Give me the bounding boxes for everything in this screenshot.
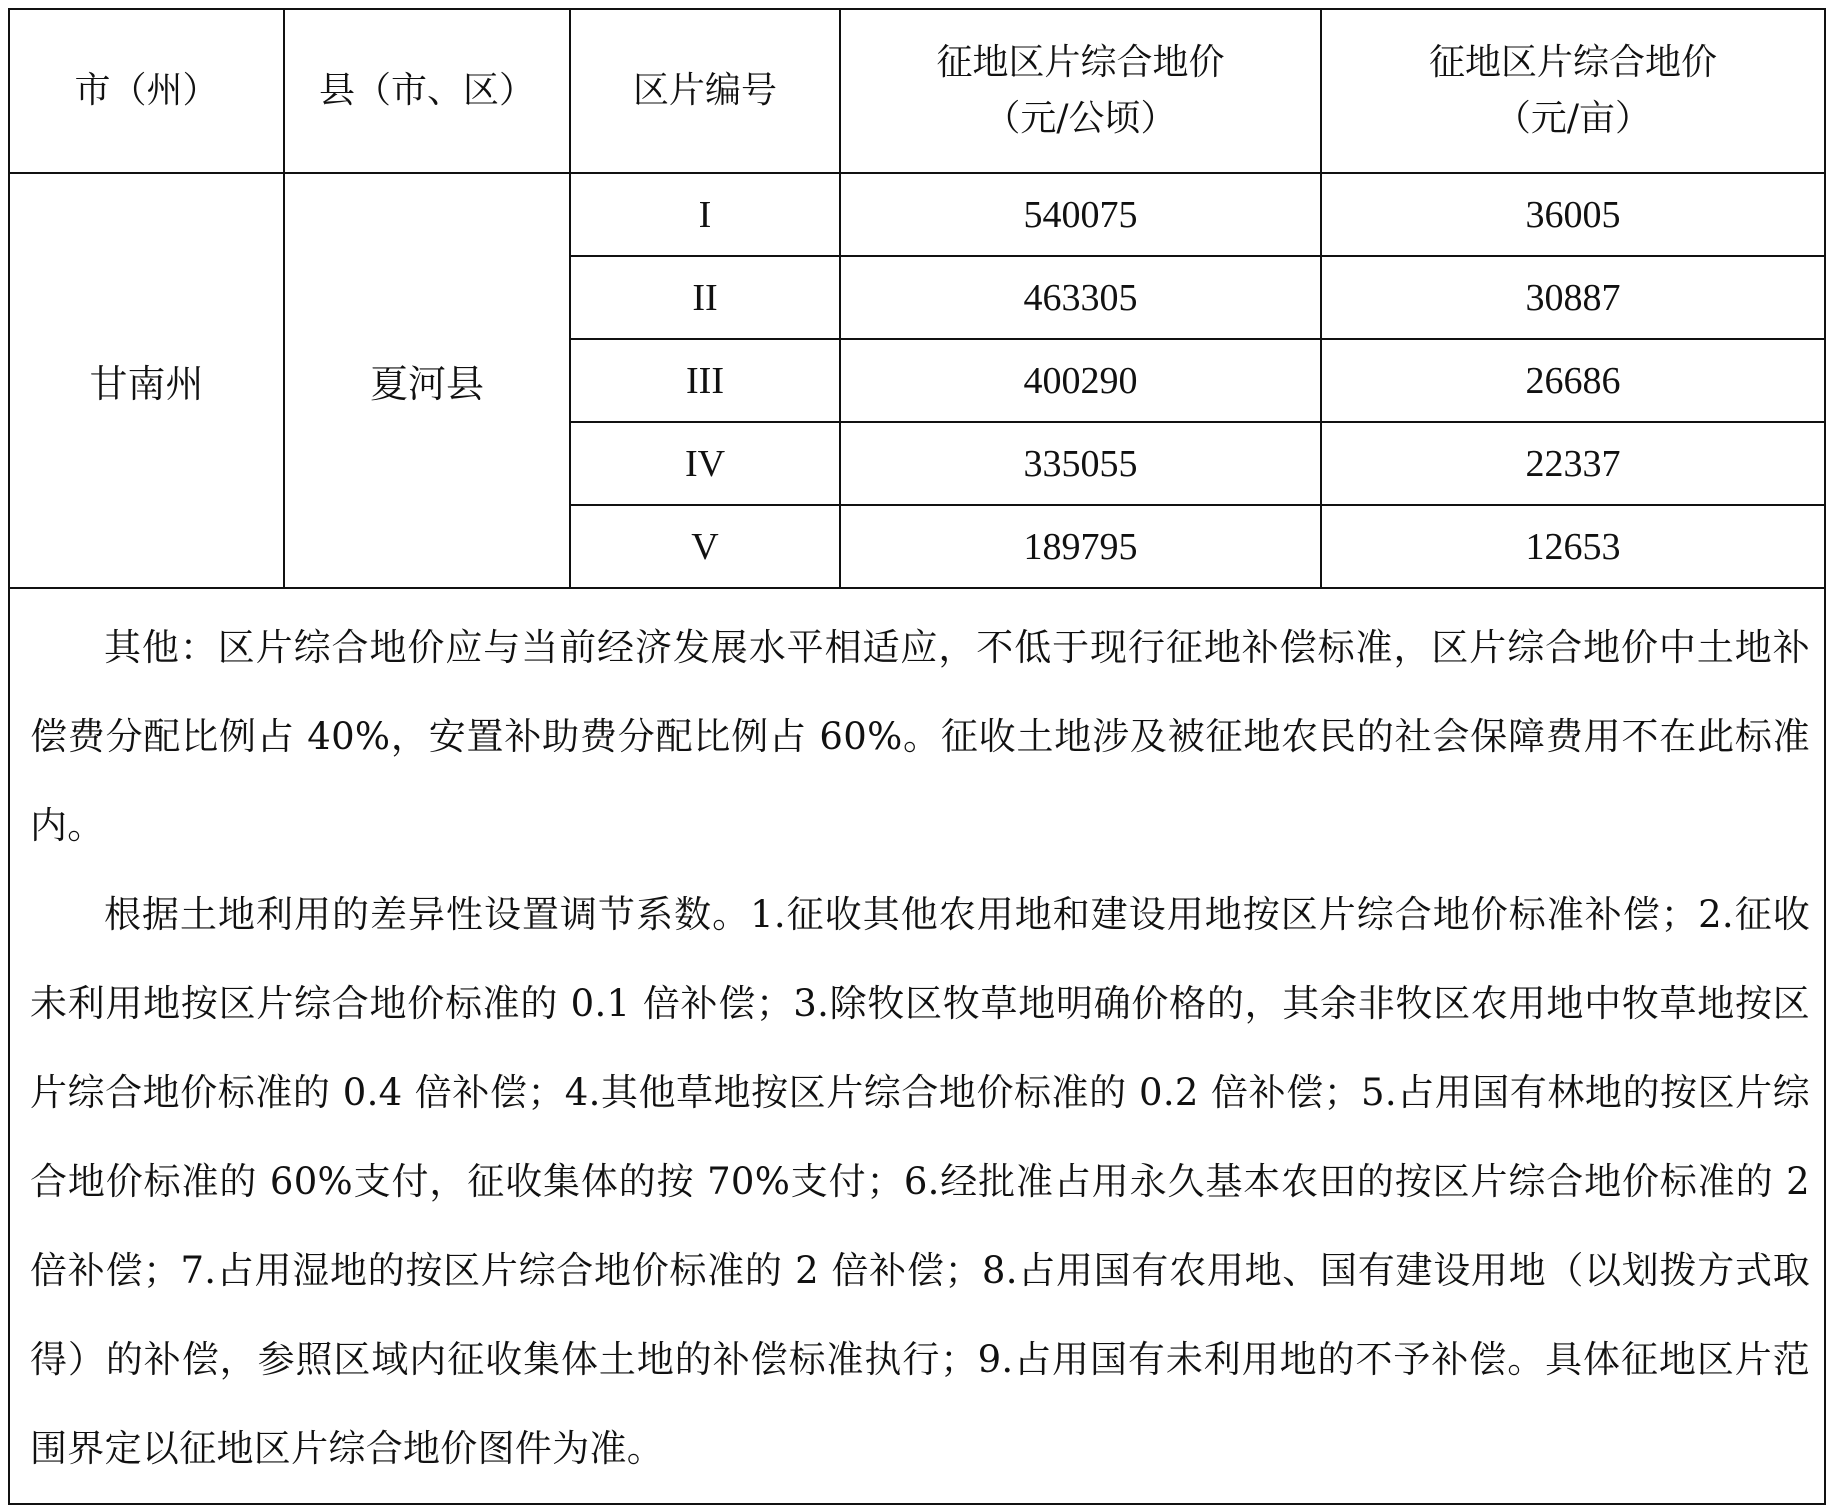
header-zone-number: 区片编号 [570, 9, 840, 173]
price-per-mu-cell: 22337 [1321, 422, 1825, 505]
land-price-table [8, 8, 1826, 1505]
price-per-hectare-cell: 335055 [840, 422, 1321, 505]
zone-number-cell: IV [570, 422, 840, 505]
price-per-hectare-cell: 540075 [840, 173, 1321, 256]
header-price-per-mu [1321, 9, 1825, 173]
price-per-mu-cell: 12653 [1321, 505, 1825, 588]
price-per-hectare-cell: 463305 [840, 256, 1321, 339]
price-per-mu-cell: 26686 [1321, 339, 1825, 422]
header-price-per-mu-title: 征地区片综合地价 [1428, 42, 1717, 83]
county-cell: 夏河县 [284, 173, 570, 588]
price-per-hectare-cell: 400290 [840, 339, 1321, 422]
document-page [8, 8, 1824, 1505]
header-price-per-hectare-unit: （元/公顷） [984, 98, 1177, 139]
price-per-hectare-cell: 189795 [840, 505, 1321, 588]
price-per-mu-cell: 30887 [1321, 256, 1825, 339]
city-cell: 甘南州 [9, 173, 284, 588]
table-row [9, 173, 1825, 256]
zone-number-cell: III [570, 339, 840, 422]
header-price-per-hectare-title: 征地区片综合地价 [936, 42, 1225, 83]
notes-paragraph-adjustment-coefficients: 根据土地利用的差异性设置调节系数。1.征收其他农用地和建设用地按区片综合地价标准补偿；2.征收未利用地按区片综合地价标准的 0.1 倍补偿；3.除牧区牧草地明确价格的，其余非牧区农用地中牧草地按区片综合地价标准的 0.4 倍补偿；4.其他草地按区片综合地价标准的 0.2 倍补偿；5.占用国有林地的按区片综合地价标准的 60%支付，征收集体的按 70%支付；6.经批准占用永久基本农田的按区片综合地价标准的 2 倍补偿；7.占用湿地的按区片综合地价标准的 2 倍补偿；8.占用国有农用地、国有建设用地（以划拨方式取得）的补偿，参照区域内征收集体土地的补偿标准执行；9.占用国有未利用地的不予补偿。具体征地区片范围界定以征地区片综合地价图件为准。 [30, 893, 1810, 1470]
notes-row [9, 588, 1825, 1504]
header-price-per-hectare [840, 9, 1321, 173]
zone-number-cell: II [570, 256, 840, 339]
notes-cell [9, 588, 1825, 1504]
header-price-per-mu-unit: （元/亩） [1494, 98, 1652, 139]
header-city: 市（州） [9, 9, 284, 173]
header-row [9, 9, 1825, 173]
price-per-mu-cell: 36005 [1321, 173, 1825, 256]
header-county: 县（市、区） [284, 9, 570, 173]
zone-number-cell: V [570, 505, 840, 588]
notes-paragraph-other: 其他：区片综合地价应与当前经济发展水平相适应，不低于现行征地补偿标准，区片综合地价中土地补偿费分配比例占 40%，安置补助费分配比例占 60%。征收土地涉及被征地农民的社会保障费用不在此标准内。 [30, 626, 1810, 847]
zone-number-cell: I [570, 173, 840, 256]
